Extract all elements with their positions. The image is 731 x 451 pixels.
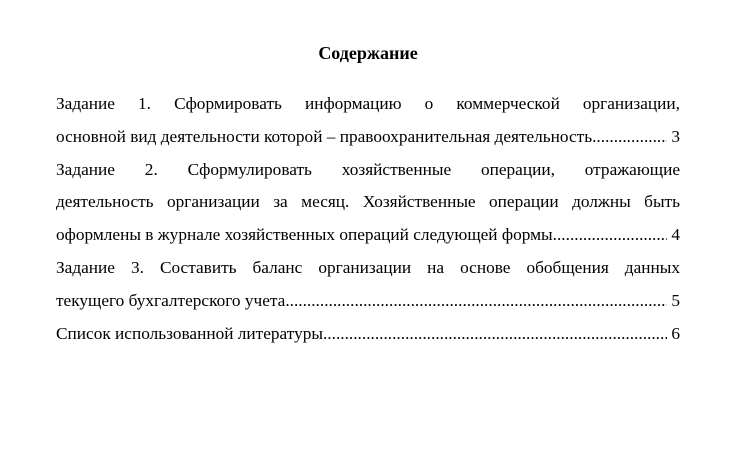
toc-entry-text-line: оформлены в журнале хозяйственных операций следующей формы: [56, 225, 553, 245]
toc-entry-last-line: [56, 285, 680, 318]
toc-page-number: 6: [671, 323, 680, 343]
toc-page-number: 5: [671, 290, 680, 310]
toc-entry-text-line: Задание 3. Составить баланс организации на основе обобщения данных: [56, 257, 680, 277]
toc-title: Содержание: [318, 43, 418, 63]
toc-entry-text-line: основной вид деятельности которой – правоохранительная деятельность: [56, 126, 593, 146]
toc-entry-task-3: [56, 252, 680, 318]
dot-leader: [553, 219, 668, 252]
toc-list: [56, 88, 680, 350]
toc-entry-task-2: [56, 154, 680, 252]
toc-entry-last-line: [56, 318, 680, 351]
dot-leader: [323, 318, 667, 351]
toc-entry-references: [56, 318, 680, 351]
dot-leader: [285, 285, 667, 318]
toc-entry-text-line: текущего бухгалтерского учета: [56, 290, 286, 310]
toc-entry-text-line: Задание 2. Сформулировать хозяйственные операции, отражающие: [56, 159, 680, 179]
toc-entry-task-1: [56, 88, 680, 154]
dot-leader: [592, 121, 667, 154]
toc-entry-text-line: Задание 1. Сформировать информацию о коммерческой организации,: [56, 94, 680, 113]
toc-entry-text-line: Список использованной литературы: [56, 323, 323, 343]
toc-entry-last-line: [56, 219, 680, 252]
toc-entry-text-line: деятельность организации за месяц. Хозяйственные операции должны быть: [56, 192, 680, 212]
toc-page-number: 4: [671, 225, 680, 245]
toc-entry-last-line: [56, 121, 680, 154]
toc-page-number: 3: [671, 126, 680, 146]
